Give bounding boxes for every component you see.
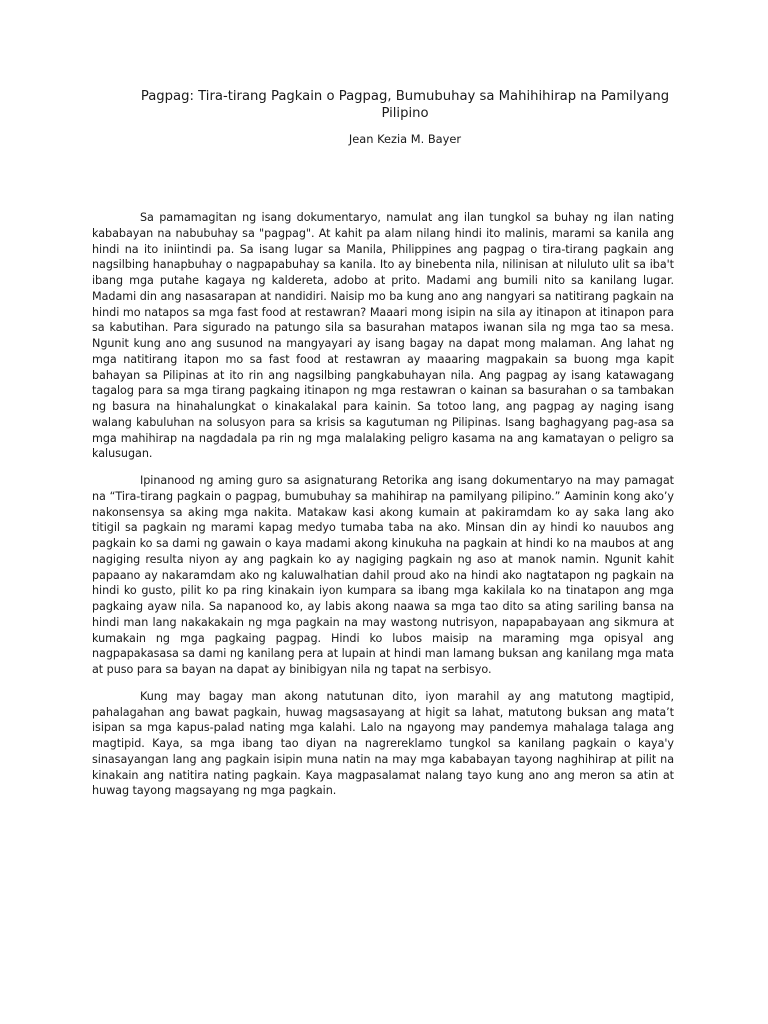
document-title: Pagpag: Tira-tirang Pagkain o Pagpag, Bumubuhay sa Mahihihirap na Pamilyang Pilipino bbox=[140, 89, 670, 121]
paragraph-2: Ipinanood ng aming guro sa asignaturang Retorika ang isang dokumentaryo na may pamagat na “Tira-tirang pagkain o pagpag, bumubuhay sa mahihirap na pamilyang pilipino.” Aaminin kong ako’y nakonsensya sa aking mga nakita. Matakaw kasi akong kumain at pakiramdam ko ay saka lang ako titigil sa pagkain ng marami kapag medyo tumaba taba na ako. Minsan din ay hindi ko nauubos ang pagkain ko sa dami ng gawain o kaya madami akong kinukuha na pagkain at hindi ko na maubos at ang nagiging resulta niyon ay ang pagkain ko ay nagiging pagkain ng aso at manok namin. Ngunit kahit papaano ay nakaramdam ako ng kaluwalhatian dahil proud ako na hindi ako nagtatapon ng pagkain na hindi ko gusto, pilit ko pa ring kinakain iyon kumpara sa ibang mga kakilala ko na tinatapon ang mga pagkaing ayaw nila. Sa napanood ko, ay labis akong naawa sa mga tao dito sa ating sariling bansa na hindi man lang nakakakain ng mga pagkain na may wastong nutrisyon, napapabayaan ang sikmura at kumakain ng mga pagkaing pagpag. Hindi ko lubos maisip na maraming mga opisyal ang nagpapakasasa sa dami ng kanilang pera at lupain at hindi man lamang buksan ang kanilang mga mata at puso para sa bayan na dapat ay binibigyan nila ng tapat na serbisyo. bbox=[92, 474, 674, 676]
document-body bbox=[92, 210, 674, 810]
paragraph-1: Sa pamamagitan ng isang dokumentaryo, namulat ang ilan tungkol sa buhay ng ilan nating kababayan na nabubuhay sa "pagpag". At kahit pa alam nilang hindi ito malinis, marami sa kanila ang hindi na ito iniintindi pa. Sa isang lugar sa Manila, Philippines ang pagpag o tira-tirang pagkain ang nagsilbing hanapbuhay o nagpapabuhay sa kanila. Ito ay binebenta nila, nilinisan at niluluto ulit sa iba't ibang mga putahe kagaya ng kaldereta, adobo at prito. Madami ang bumili nito sa kanilang lugar. Madami din ang nasasarapan at nandidiri. Naisip mo ba kung ano ang nangyari sa natitirang pagkain na hindi mo natapos sa mga fast food at restawran? Maaari mong isipin na sila ay itinapon at itinapon para sa kabutihan. Para sigurado na patungo sila sa basurahan matapos iwanan sila ng mga tao sa mesa. Ngunit kung ano ang susunod na mangyayari ay isang bagay na dapat mong malaman. Ang lahat ng mga natitirang itapon mo sa fast food at restawran ay maaaring magpakain sa buong mga kapit bahayan sa Pilipinas at ito rin ang nagsilbing pangkabuhayan nila. Ang pagpag ay isang katawagang tagalog para sa mga tirang pagkaing itinapon ng mga restawran o kainan sa basurahan o sa tambakan ng basura na hinahalungkat o kinakalakal para kainin. Sa totoo lang, ang pagpag ay naging isang walang kabuluhan na solusyon para sa krisis sa kagutuman ng Pilipinas. Isang baghagyang pag-asa sa mga mahihirap na nagdadala pa rin ng mga malalaking peligro kasama na ang kamatayan o peligro sa kalusugan. bbox=[92, 211, 674, 461]
paragraph-3: Kung may bagay man akong natutunan dito, iyon marahil ay ang matutong magtipid, pahalagahan ang bawat pagkain, huwag magsasayang at higit sa lahat, matutong buksan ang mata’t isipan sa mga kapus-palad nating mga kalahi. Lalo na ngayong may pandemya mahalaga talaga ang magtipid. Kaya, sa mga ibang tao diyan na nagrereklamo tungkol sa kanilang pagkain o kaya'y sinasayangan lang ang pagkain isipin muna natin na may mga kababayan tayong naghihirap at pilit na kinakain ang natitira nating pagkain. Kaya magpasalamat nalang tayo kung ano ang meron sa atin at huwag tayong magsayang ng mga pagkain. bbox=[92, 689, 674, 798]
document-author: Jean Kezia M. Bayer bbox=[348, 132, 462, 146]
